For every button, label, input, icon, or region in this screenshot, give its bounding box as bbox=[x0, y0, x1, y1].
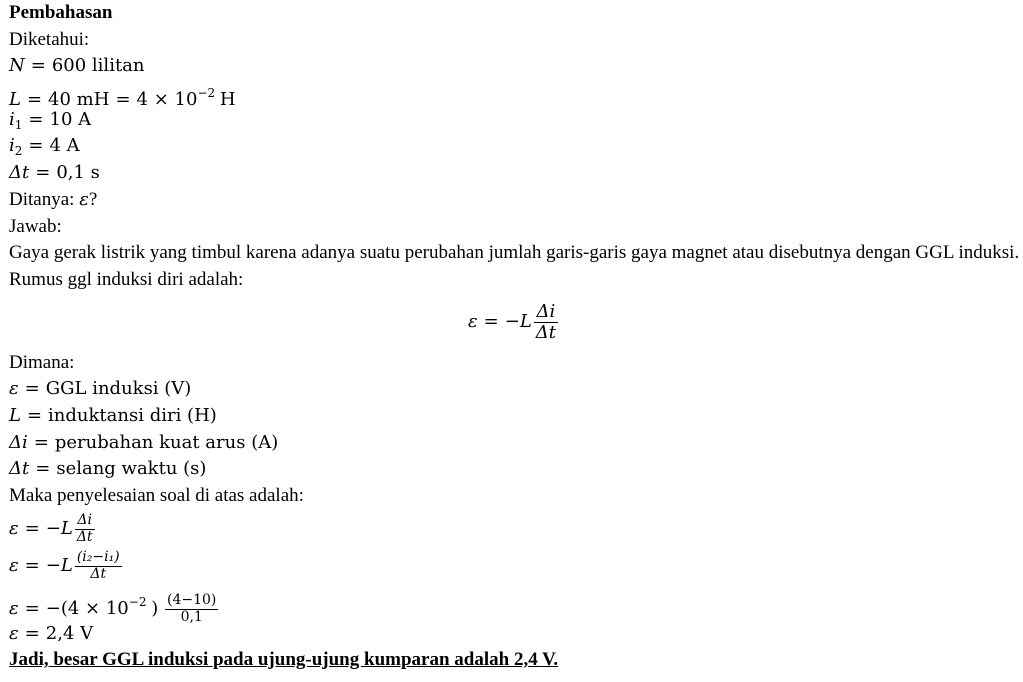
step-den: Δt bbox=[90, 565, 107, 582]
step-num: (i₂−i₁) bbox=[76, 549, 120, 566]
step-lhs: ε bbox=[9, 597, 19, 619]
main-formula: ε = −L $\frac{\Delta i}{\Delta t}$ bbox=[467, 300, 557, 343]
value-i2: 4 A bbox=[49, 135, 80, 157]
value-l-exp: −2 bbox=[197, 86, 216, 101]
value-l-mh: 40 mH bbox=[48, 89, 110, 111]
def-sym: ε bbox=[9, 378, 19, 400]
formula-num: Δi bbox=[534, 302, 558, 323]
definition-dt: Δt = selang waktu (s) bbox=[9, 458, 207, 480]
known-l: L = 40 mH = $4 \times 10^{-2}$ H bbox=[9, 86, 236, 111]
step-prefix-base: −(4 × 10 bbox=[45, 597, 129, 619]
conclusion: Jadi, besar GGL induksi pada ujung-ujung kumparan adalah 2,4 V. bbox=[9, 649, 559, 671]
step-fraction bbox=[75, 513, 95, 545]
var-dt: Δt bbox=[9, 162, 30, 184]
step-prefix-close: ) bbox=[151, 597, 159, 619]
def-sym: Δt bbox=[9, 458, 30, 480]
step-fraction bbox=[165, 593, 218, 625]
def-desc: perubahan kuat arus (A) bbox=[54, 431, 279, 453]
step-prefix-exp: −2 bbox=[128, 594, 147, 609]
step-prefix: −L bbox=[45, 554, 73, 576]
value-l-base: 4 × 10 bbox=[136, 89, 198, 111]
asked bbox=[9, 187, 1019, 214]
var-n: N bbox=[9, 55, 25, 77]
def-sym: Δi bbox=[9, 431, 28, 453]
step-num: Δi bbox=[75, 513, 95, 529]
sub-i2: 2 bbox=[14, 144, 23, 159]
solution-label: Maka penyelesaian soal di atas adalah: bbox=[9, 485, 304, 507]
step-2: ε = −L $\frac{\text{(i₂−i₁)}}{\Delta t}$ bbox=[9, 549, 120, 582]
step-lhs: ε bbox=[9, 517, 19, 539]
known-n: N = 600 lilitan bbox=[9, 55, 145, 77]
var-l: L bbox=[9, 89, 21, 111]
step-num: (4−10) bbox=[167, 592, 217, 609]
asked-var: ε bbox=[79, 188, 89, 210]
known-i2: $i_2 = 4$ A bbox=[9, 135, 80, 159]
value-l-unit: H bbox=[219, 89, 236, 111]
answer-label: Jawab: bbox=[9, 215, 62, 237]
asked-suffix: ? bbox=[88, 188, 98, 210]
value-dt: 0,1 s bbox=[56, 162, 100, 184]
step-den: Δt bbox=[76, 528, 93, 545]
known-label: Diketahui: bbox=[9, 28, 90, 50]
def-desc: induktansi diri (H) bbox=[48, 404, 217, 426]
known-dt: Δt = 0,1 s bbox=[9, 162, 100, 184]
value-i1: 10 A bbox=[49, 108, 92, 130]
step-fraction bbox=[75, 550, 122, 582]
def-desc: GGL induksi (V) bbox=[45, 378, 192, 400]
where-label: Dimana: bbox=[9, 351, 75, 373]
known-i1: $i_1 = 10$ A bbox=[9, 108, 92, 132]
formula-den: Δt bbox=[535, 321, 557, 343]
formula-lhs: ε bbox=[467, 310, 478, 332]
step-1: ε = −L $\frac{\Delta i}{\Delta t}$ bbox=[9, 512, 93, 545]
formula-prefix: −L bbox=[504, 310, 532, 332]
step-3: $\varepsilon = -(4 \times 10^{-2}$ ) $\frac{(4-10)}{0,1}$ bbox=[9, 592, 217, 625]
def-desc: selang waktu (s) bbox=[56, 458, 207, 480]
step-prefix: −L bbox=[45, 517, 73, 539]
def-sym: L bbox=[9, 404, 21, 426]
definition-di: Δi = perubahan kuat arus (A) bbox=[9, 431, 279, 453]
step-value: 2,4 V bbox=[45, 622, 94, 644]
sub-i1: 1 bbox=[14, 117, 23, 132]
formula-fraction bbox=[534, 302, 558, 343]
step-lhs: ε bbox=[9, 554, 19, 576]
var-i1: i bbox=[9, 108, 15, 130]
solution-page bbox=[9, 0, 1019, 674]
explanation: Gaya gerak listrik yang timbul karena adanya suatu perubahan jumlah garis-garis gaya magnet atau disebutnya dengan GGL induksi. Rumus ggl induksi diri adalah: bbox=[9, 242, 1020, 290]
value-n: 600 lilitan bbox=[51, 55, 145, 77]
step-den: 0,1 bbox=[180, 608, 203, 625]
definition-l: L = induktansi diri (H) bbox=[9, 404, 217, 426]
asked-label: Ditanya: bbox=[9, 188, 75, 210]
var-i2: i bbox=[9, 135, 15, 157]
heading: Pembahasan bbox=[9, 2, 113, 23]
definition-epsilon: ε = GGL induksi (V) bbox=[9, 378, 192, 400]
step-4: ε = 2,4 V bbox=[9, 622, 94, 644]
step-lhs: ε bbox=[9, 622, 19, 644]
